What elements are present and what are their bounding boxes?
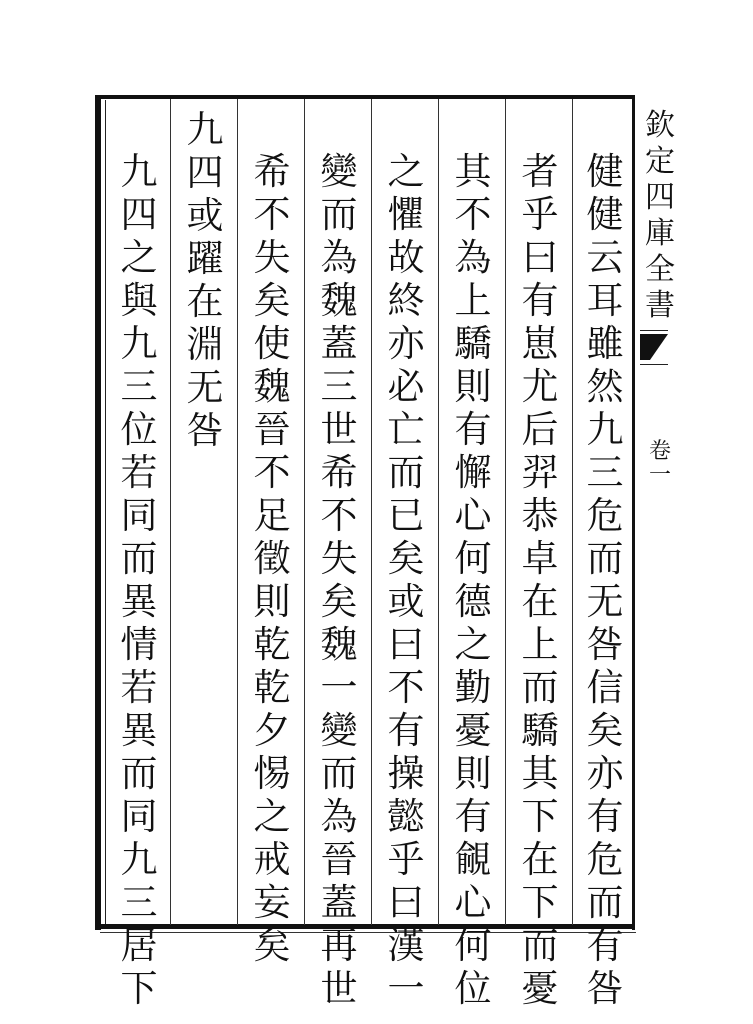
text-column: 希 不 失 矣 使 魏 晉 不 足 徵 則 乾 乾 夕 惕 之 戒 妄 矣 <box>253 150 291 967</box>
frame-top-border <box>95 95 635 99</box>
frame-right-border <box>632 95 635 930</box>
margin-line <box>640 364 668 365</box>
column-rule <box>438 99 439 925</box>
book-title: 欽 定 四 庫 全 書 <box>645 108 675 323</box>
text-column: 其 不 為 上 驕 則 有 懈 心 何 德 之 勤 憂 則 有 覦 心 何 位 <box>454 150 492 1010</box>
margin-line <box>640 330 668 331</box>
column-rule <box>304 99 305 925</box>
column-rule <box>505 99 506 925</box>
text-column: 變 而 為 魏 蓋 三 世 希 不 失 矣 魏 一 變 而 為 晉 蓋 再 世 <box>320 150 358 1010</box>
column-rule <box>237 99 238 925</box>
text-column: 九 四 之 與 九 三 位 若 同 而 異 情 若 異 而 同 九 三 居 下 <box>120 150 158 1010</box>
text-column: 健 健 云 耳 雖 然 九 三 危 而 无 咎 信 矣 亦 有 危 而 有 咎 <box>586 150 624 1010</box>
column-rule <box>572 99 573 925</box>
text-column: 之 懼 故 終 亦 必 亡 而 已 矣 或 曰 不 有 操 懿 乎 曰 漢 一 <box>387 150 425 1010</box>
volume-label: 卷 一 <box>648 439 671 488</box>
frame-left-inner-line <box>105 100 106 928</box>
text-column: 者 乎 曰 有 崽 尤 后 羿 恭 卓 在 上 而 驕 其 下 在 下 而 憂 <box>521 150 559 1010</box>
text-column: 九 四 或 躍 在 淵 无 咎 <box>186 108 224 452</box>
fishtail-mark <box>640 332 680 362</box>
column-rule <box>371 99 372 925</box>
frame-left-border <box>95 95 101 930</box>
column-rule <box>170 99 171 925</box>
